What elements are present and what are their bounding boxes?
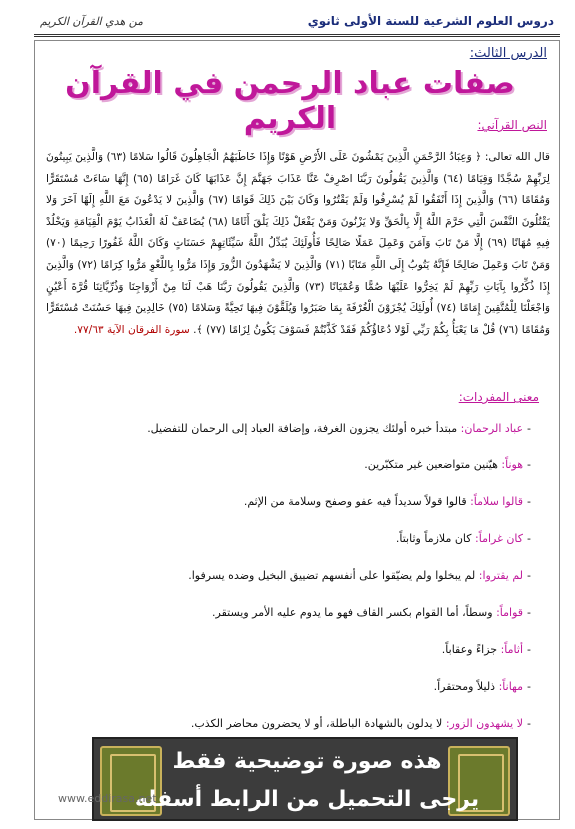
quran-text-block: [46, 147, 550, 347]
vocab-section-label: معنى المفردات:: [458, 390, 539, 404]
header-series-title: من هدي القرآن الكريم: [40, 14, 144, 28]
vocab-definition: هيّنين متواضعين غير متكبّرين.: [364, 458, 498, 471]
lesson-number: الدرس الثالث:: [469, 46, 547, 61]
vocab-item: -لم يقتروا: لم يبخلوا ولم يضيّقوا على أنفسهم تضييق البخيل وضده يسرفوا.: [188, 569, 531, 582]
vocab-item: -أثاماً: جزاءً وعقاباً.: [441, 643, 531, 656]
vocab-definition: قالوا قولاً سديداً فيه عفو وصفح وسلامة من الإثم.: [243, 495, 467, 508]
header-subject-title: دروس العلوم الشرعية للسنة الأولى ثانوي: [307, 14, 554, 28]
vocab-term: أثاماً:: [500, 643, 524, 656]
vocab-definition: كان ملازماً وثابتاً.: [395, 532, 472, 545]
quran-reference: سورة الفرقان الآية ٧٧/٦٣.: [73, 323, 190, 336]
quran-section-label: النص القرآني:: [477, 118, 547, 132]
watermark-url: www.eddirasa.net: [58, 792, 157, 805]
watermark-line-1: هذه صورة توضيحية فقط: [172, 749, 442, 774]
vocab-item: -كان غراماً: كان ملازماً وثابتاً.: [395, 532, 531, 545]
vocab-term: لا يشهدون الزور:: [445, 717, 524, 730]
vocab-definition: وسطاً، أما القوام بكسر القاف فهو ما يدوم عليه الأمر ويستقر.: [212, 606, 493, 619]
vocab-item: -مهاناً: ذليلاً ومحتقراً.: [433, 680, 531, 693]
vocab-item: -هوناً: هيّنين متواضعين غير متكبّرين.: [364, 458, 531, 471]
vocab-item: -قواماً: وسطاً، أما القوام بكسر القاف فهو ما يدوم عليه الأمر ويستقر.: [212, 606, 531, 619]
vocab-term: مهاناً:: [498, 680, 524, 693]
vocab-definition: جزاءً وعقاباً.: [441, 643, 498, 656]
vocab-item: -قالوا سلاماً: قالوا قولاً سديداً فيه عفو وصفح وسلامة من الإثم.: [243, 495, 531, 508]
vocab-item: -لا يشهدون الزور: لا يدلون بالشهادة الباطلة، أو لا يحضرون محاضر الكذب.: [190, 717, 531, 730]
vocab-term: كان غراماً:: [475, 532, 524, 545]
vocab-term: عباد الرحمان:: [460, 422, 524, 435]
vocab-definition: لا يدلون بالشهادة الباطلة، أو لا يحضرون محاضر الكذب.: [190, 717, 443, 730]
watermark-line-2: يرجى التحميل من الرابط أسفله: [134, 787, 480, 812]
vocab-term: قواماً:: [496, 606, 524, 619]
vocab-item: -عباد الرحمان: مبتدأ خبره أولئك يجزون الغرفة، وإضافة العباد إلى الرحمان للتفضيل.: [147, 422, 531, 435]
vocab-definition: مبتدأ خبره أولئك يجزون الغرفة، وإضافة العباد إلى الرحمان للتفضيل.: [147, 422, 458, 435]
page-header: [34, 8, 560, 34]
vocab-term: قالوا سلاماً:: [470, 495, 524, 508]
lesson-title: صفات عباد الرحمن في القرآن الكريم: [65, 66, 515, 136]
quran-text: قال الله تعالى: ﴿ وَعِبَادُ الرَّحْمَنِ الَّذِينَ يَمْشُونَ عَلَى الأَرْضِ هَوْنًا وَإِذَا خَاطَبَهُمُ الْجَاهِلُونَ قَالُوا سَلامًا (٦٣) وَالَّذِينَ يَبِيتُونَ لِرَبِّهِمْ سُجَّدًا وَقِيَامًا (٦٤) وَالَّذِينَ يَقُولُونَ رَبَّنَا اصْرِفْ عَنَّا عَذَابَ جَهَنَّمَ إِنَّ عَذَابَهَا كَانَ غَرَامًا (٦٥) إِنَّهَا سَاءَتْ مُسْتَقَرًّا وَمُقَامًا (٦٦) وَالَّذِينَ إِذَا أَنْفَقُوا لَمْ يُسْرِفُوا وَلَمْ يَقْتُرُوا وَكَانَ بَيْنَ ذَلِكَ قَوَامًا (٦٧) وَالَّذِينَ لا يَدْعُونَ مَعَ اللَّهِ إِلَهًا آخَرَ وَلا يَقْتُلُونَ النَّفْسَ الَّتِي حَرَّمَ اللَّهُ إِلَّا بِالْحَقِّ وَلا يَزْنُونَ وَمَنْ يَفْعَلْ ذَلِكَ يَلْقَ أَثَامًا (٦٨) يُضَاعَفْ لَهُ الْعَذَابُ يَوْمَ الْقِيَامَةِ وَيَخْلُدْ فِيهِ مُهَانًا (٦٩) إِلَّا مَنْ تَابَ وَآمَنَ وَعَمِلَ عَمَلًا صَالِحًا فَأُولَئِكَ يُبَدِّلُ اللَّهُ سَيِّئَاتِهِمْ حَسَنَاتٍ وَكَانَ اللَّهُ غَفُورًا رَحِيمًا (٧٠) وَمَنْ تَابَ وَعَمِلَ صَالِحًا فَإِنَّهُ يَتُوبُ إِلَى اللَّهِ مَتَابًا (٧١) وَالَّذِينَ لا يَشْهَدُونَ الزُّورَ وَإِذَا مَرُّوا بِاللَّغْوِ مَرُّوا كِرَامًا (٧٢) وَالَّذِينَ إِذَا ذُكِّرُوا بِآيَاتِ رَبِّهِمْ لَمْ يَخِرُّوا عَلَيْهَا صُمًّا وَعُمْيَانًا (٧٣) وَالَّذِينَ يَقُولُونَ رَبَّنَا هَبْ لَنَا مِنْ أَزْوَاجِنَا وَذُرِّيَّاتِنَا قُرَّةَ أَعْيُنٍ وَاجْعَلْنَا لِلْمُتَّقِينَ إِمَامًا (٧٤) أُولَئِكَ يُجْزَوْنَ الْغُرْفَةَ بِمَا صَبَرُوا وَيُلَقَّوْنَ فِيهَا تَحِيَّةً وَسَلامًا (٧٥) خَالِدِينَ فِيهَا حَسُنَتْ مُسْتَقَرًّا وَمُقَامًا (٧٦) قُلْ مَا يَعْبَأُ بِكُمْ رَبِّي لَوْلا دُعَاؤُكُمْ فَقَدْ كَذَّبْتُمْ فَسَوْفَ يَكُونُ لِزَامًا (٧٧) ﴾.: [46, 151, 550, 336]
preview-watermark-banner: [92, 737, 518, 821]
vocab-definition: ذليلاً ومحتقراً.: [433, 680, 496, 693]
header-divider: [34, 34, 560, 37]
vocab-term: هوناً:: [501, 458, 524, 471]
vocab-term: لم يقتروا:: [478, 569, 524, 582]
vocab-definition: لم يبخلوا ولم يضيّقوا على أنفسهم تضييق البخيل وضده يسرفوا.: [188, 569, 476, 582]
